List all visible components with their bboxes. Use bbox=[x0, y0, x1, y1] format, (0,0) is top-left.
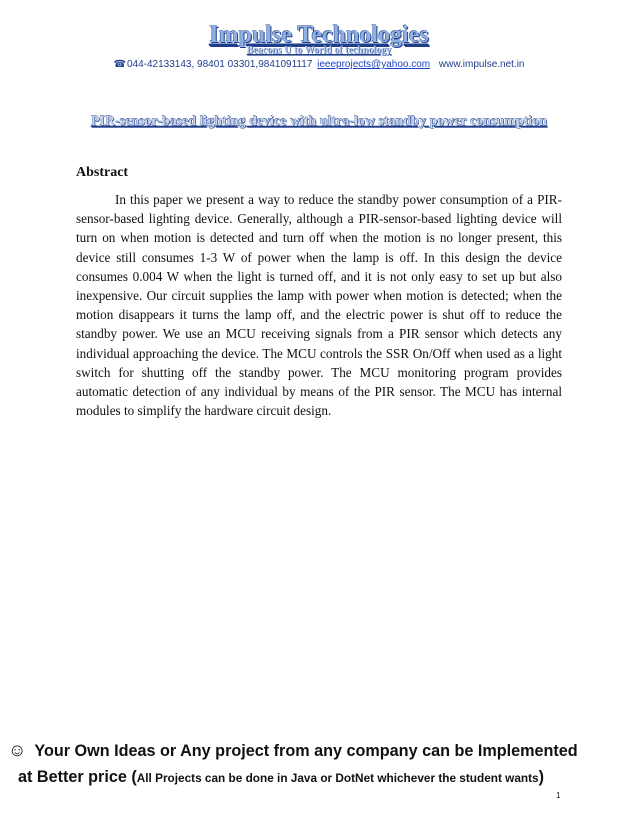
phone-numbers: 044-42133143, 98401 03301,9841091117 bbox=[126, 59, 313, 70]
contact-line bbox=[0, 58, 638, 72]
footer-line-1 bbox=[8, 737, 578, 764]
page-number: 1 bbox=[556, 791, 561, 800]
footer-line-2 bbox=[18, 765, 544, 790]
abstract-text: In this paper we present a way to reduce the standby power consumption of a PIR-sensor-based lighting device. Generally, although a PIR-sensor-based lighting device will turn on when motion is detected and turn off when the motion is no longer present, this device still consumes 1-3 W of power when the lamp is off. In this design the device consumes 0.004 W when the light is turned off, and it is not only easy to set up but also inexpensive. Our circuit supplies the lamp with power when motion is detected; when the motion disappears it turns the lamp off, and the electric power is shut off to reduce the standby power. We use an MCU receiving signals from a PIR sensor which detects any individual approaching the device. The MCU controls the SSR On/Off when used as a light switch for shutting off the standby power. The MCU monitoring program provides automatic detection of any individual by means of the PIR sensor. The MCU has internal modules to simplify the hardware circuit design. bbox=[76, 192, 562, 419]
footer-close-paren: ) bbox=[538, 768, 544, 786]
footer-promo-text: Your Own Ideas or Any project from any company can be Implemented bbox=[34, 742, 578, 760]
paper-title: PIR-sensor-based lighting device with ultra-low standby power consumption bbox=[90, 114, 548, 129]
company-name: Impulse Technologies bbox=[209, 22, 429, 48]
smiley-icon: ☺ bbox=[8, 740, 27, 760]
telephone-icon: ☎ bbox=[113, 59, 126, 70]
footer-note-text: All Projects can be done in Java or DotNet whichever the student wants bbox=[136, 771, 539, 785]
abstract-heading: Abstract bbox=[76, 165, 129, 180]
website-link[interactable]: www.impulse.net.in bbox=[438, 59, 525, 70]
email-link[interactable]: ieeeprojects@yahoo.com bbox=[317, 59, 431, 70]
company-tagline: Beacons U to World of technology bbox=[246, 45, 392, 56]
footer-price-text: at Better price ( bbox=[18, 768, 137, 786]
